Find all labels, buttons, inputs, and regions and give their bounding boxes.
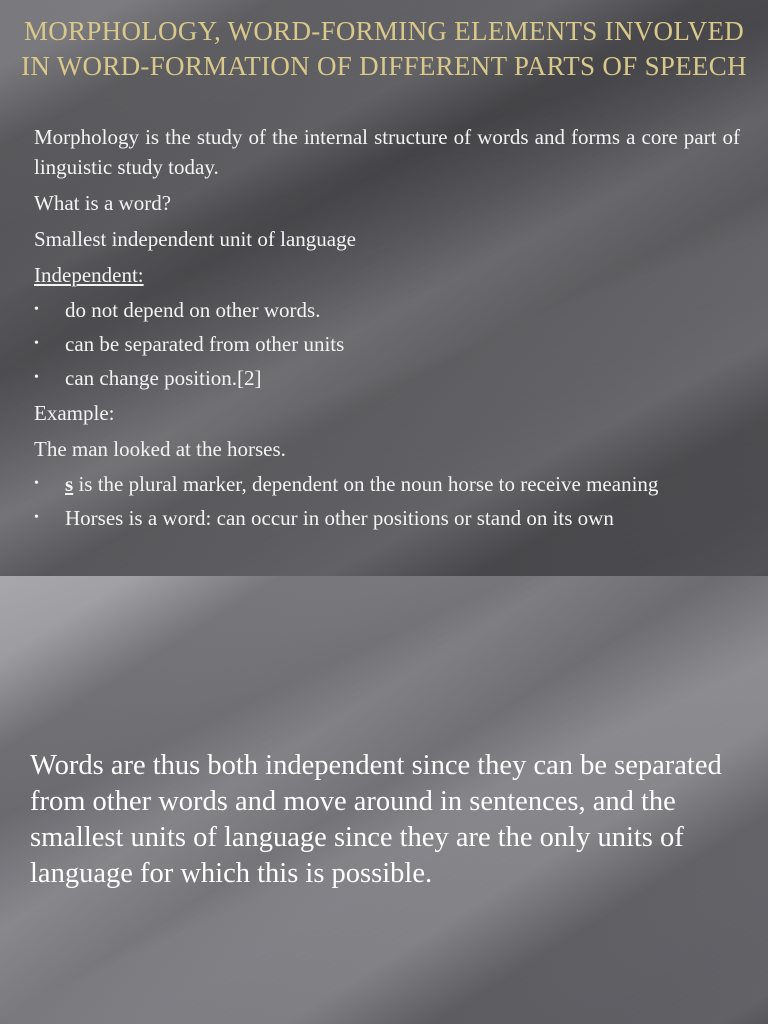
bullet-icon: • [34,510,39,525]
example-label: Example: [34,401,115,425]
list-item [34,364,740,392]
independent-bullet-list [34,296,740,392]
question-line: What is a word? [34,191,172,215]
slide-1-body [34,122,740,538]
list-item-text: Horses is a word: can occur in other positions or stand on its own [65,506,614,530]
list-item-text: is the plural marker, dependent on the noun horse to receive meaning [73,472,659,496]
plural-marker: s [65,472,74,496]
bullet-icon: • [34,370,39,385]
list-item [34,504,740,532]
slide-title: MORPHOLOGY, WORD-FORMING ELEMENTS INVOLVED IN WORD-FORMATION OF DIFFERENT PARTS OF SPEECH [21,16,747,81]
list-item [34,296,740,324]
independent-heading: Independent: [34,263,144,287]
list-item [34,470,740,498]
bullet-icon: • [34,336,39,351]
bullet-icon: • [34,302,39,317]
list-item-text: can be separated from other units [65,332,345,356]
bullet-icon: • [34,476,39,491]
list-item-text: can change position.[2] [65,366,262,390]
example-bullet-list [34,470,740,532]
list-item [34,330,740,358]
intro-paragraph: Morphology is the study of the internal structure of words and forms a core part of linguistic study today. [34,125,740,179]
list-item-text: do not depend on other words. [65,298,321,322]
slide-2 [0,576,768,1024]
conclusion-paragraph: Words are thus both independent since they can be separated from other words and move around in sentences, and the smallest units of language since they are the only units of language for which this is possible. [30,750,722,889]
definition-line: Smallest independent unit of language [34,227,356,251]
example-sentence: The man looked at the horses. [34,437,286,461]
